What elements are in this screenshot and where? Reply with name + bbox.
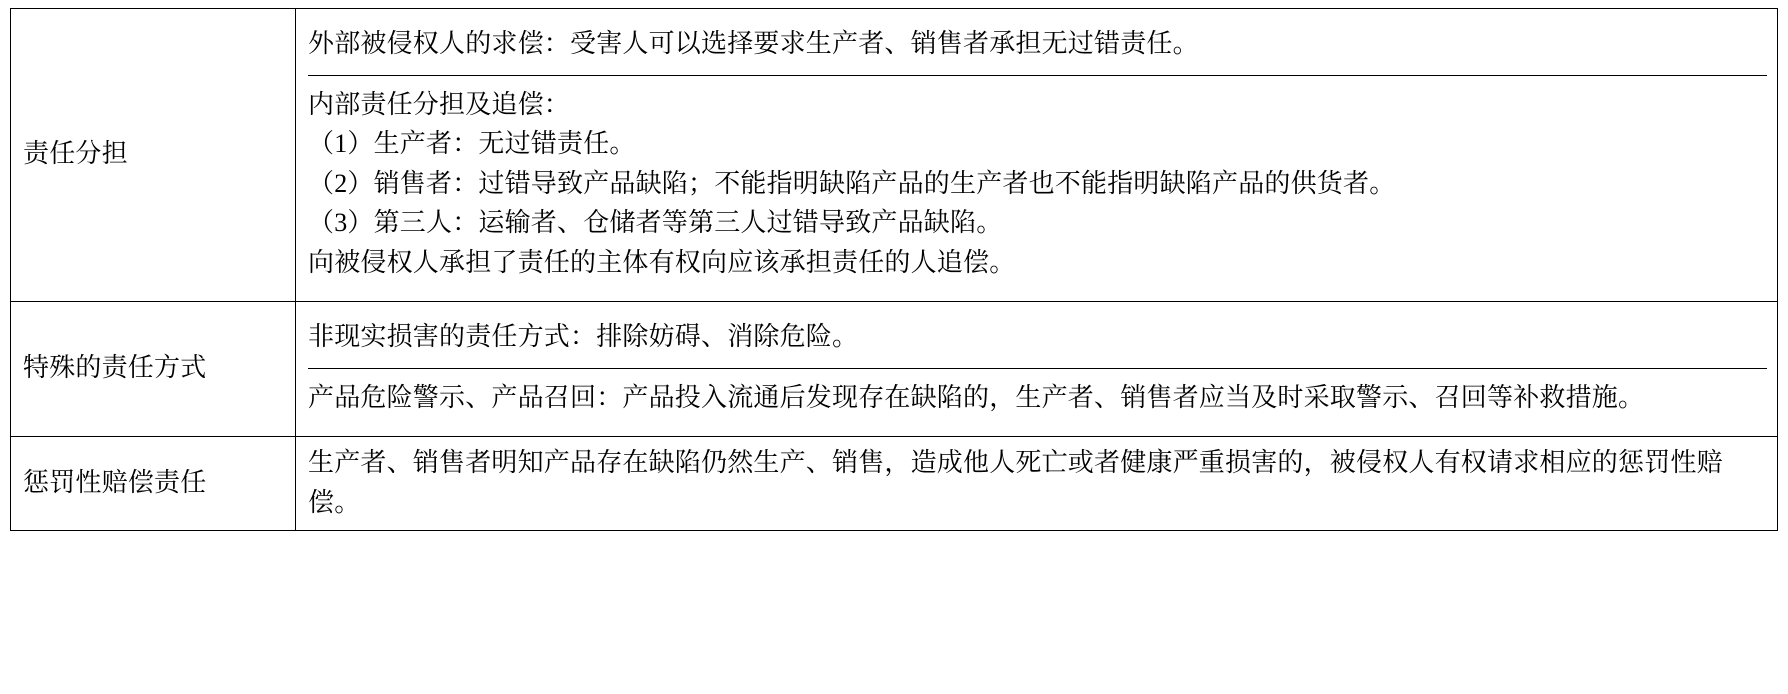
content-line: （1）生产者：无过错责任。 [308,129,636,159]
content-block [308,308,1767,369]
content-line: 非现实损害的责任方式：排除妨碍、消除危险。 [308,322,859,352]
table-row [11,437,1778,531]
content-line: 向被侵权人承担了责任的主体有权向应该承担责任的人追偿。 [308,247,1016,277]
row-label-cell [11,437,296,531]
table-row [11,9,1778,302]
liability-table [10,8,1778,531]
table-row [11,302,1778,437]
row-content-cell [296,437,1778,531]
content-line: 内部责任分担及追偿： [308,89,571,119]
row-label: 特殊的责任方式 [23,353,207,383]
content-line: 生产者、销售者明知产品存在缺陷仍然生产、销售，造成他人死亡或者健康严重损害的，被侵权人有权请求相应的惩罚性赔偿。 [308,448,1723,517]
row-content-cell [296,302,1778,437]
row-label-cell [11,302,296,437]
row-label: 责任分担 [23,139,128,169]
content-block [308,15,1767,76]
content-block [308,76,1767,294]
row-label-cell [11,9,296,302]
row-content-cell [296,9,1778,302]
content-line: （3）第三人：运输者、仓储者等第三人过错导致产品缺陷。 [308,208,1003,238]
content-line: 产品危险警示、产品召回：产品投入流通后发现存在缺陷的，生产者、销售者应当及时采取警示、召回等补救措施。 [308,382,1645,412]
content-line: 外部被侵权人的求偿：受害人可以选择要求生产者、销售者承担无过错责任。 [308,29,1199,58]
content-line: （2）销售者：过错导致产品缺陷；不能指明缺陷产品的生产者也不能指明缺陷产品的供货者。 [308,168,1396,198]
row-label: 惩罚性赔偿责任 [23,467,207,497]
content-block [308,369,1767,429]
